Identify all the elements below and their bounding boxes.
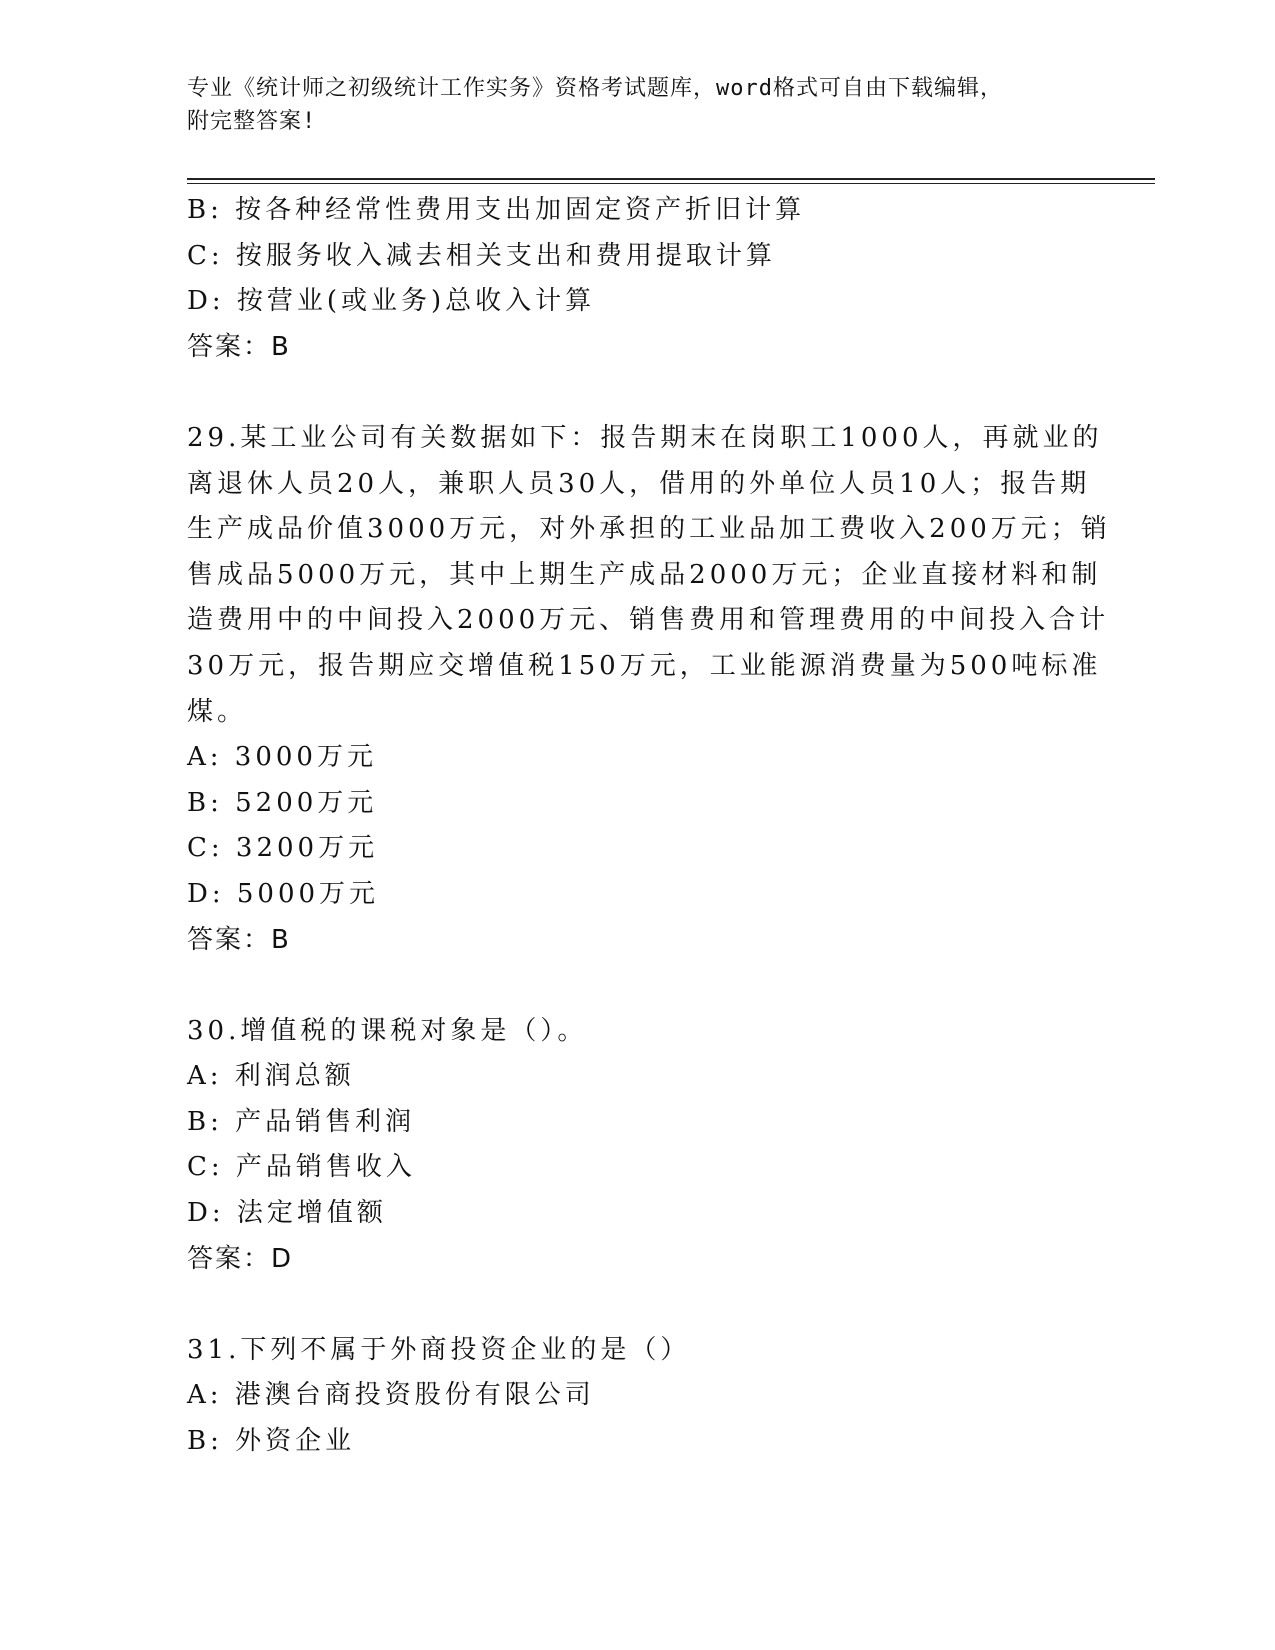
answer: 答案：D	[187, 1243, 294, 1274]
option-b: B: 产品销售利润	[187, 1106, 416, 1137]
question-stem-line: 售成品5000万元，其中上期生产成品2000万元；企业直接材料和制	[187, 559, 1102, 590]
option-b: B: 5200万元	[187, 787, 378, 818]
header-line-1: 专业《统计师之初级统计工作实务》资格考试题库，word格式可自由下载编辑，	[187, 76, 1003, 101]
option-d: D: 按营业(或业务)总收入计算	[187, 286, 596, 317]
question-stem-line: 29.某工业公司有关数据如下：报告期末在岗职工1000人，再就业的	[187, 422, 1103, 453]
option-c: C: 3200万元	[187, 833, 379, 864]
question-stem-line: 造费用中的中间投入2000万元、销售费用和管理费用的中间投入合计	[187, 605, 1110, 636]
header-line-2: 附完整答案!	[187, 109, 317, 134]
question-29	[187, 416, 1111, 963]
question-stem-line: 生产成品价值3000万元，对外承担的工业品加工费收入200万元；销	[187, 514, 1111, 545]
question-stem: 31.下列不属于外商投资企业的是（）	[187, 1334, 691, 1365]
question-content	[187, 188, 1111, 1465]
header-divider-thin	[187, 183, 1155, 184]
question-stem: 30.增值税的课税对象是（）。	[187, 1015, 588, 1046]
question-stem-line: 30万元，报告期应交增值税150万元，工业能源消费量为500吨标准	[187, 650, 1102, 681]
answer: 答案：B	[187, 924, 291, 955]
document-header	[187, 72, 1067, 138]
question-30	[187, 1009, 1077, 1283]
question-31	[187, 1328, 1077, 1465]
option-b: B: 按各种经常性费用支出加固定资产折旧计算	[187, 195, 806, 225]
option-a: A: 港澳台商投资股份有限公司	[187, 1380, 595, 1411]
option-d: D: 法定增值额	[187, 1198, 387, 1229]
question-stem-line: 离退休人员20人，兼职人员30人，借用的外单位人员10人；报告期	[187, 468, 1091, 499]
header-divider-thick	[187, 178, 1155, 180]
answer: 答案：B	[187, 331, 291, 362]
option-b: B: 外资企业	[187, 1426, 356, 1457]
option-a: A: 利润总额	[187, 1061, 355, 1092]
option-a: A: 3000万元	[187, 742, 377, 773]
option-d: D: 5000万元	[187, 878, 380, 909]
option-c: C: 产品销售收入	[187, 1152, 416, 1183]
option-c: C: 按服务收入减去相关支出和费用提取计算	[187, 240, 776, 271]
question-stem-line: 煤。	[187, 696, 248, 727]
question-28	[187, 188, 1077, 370]
